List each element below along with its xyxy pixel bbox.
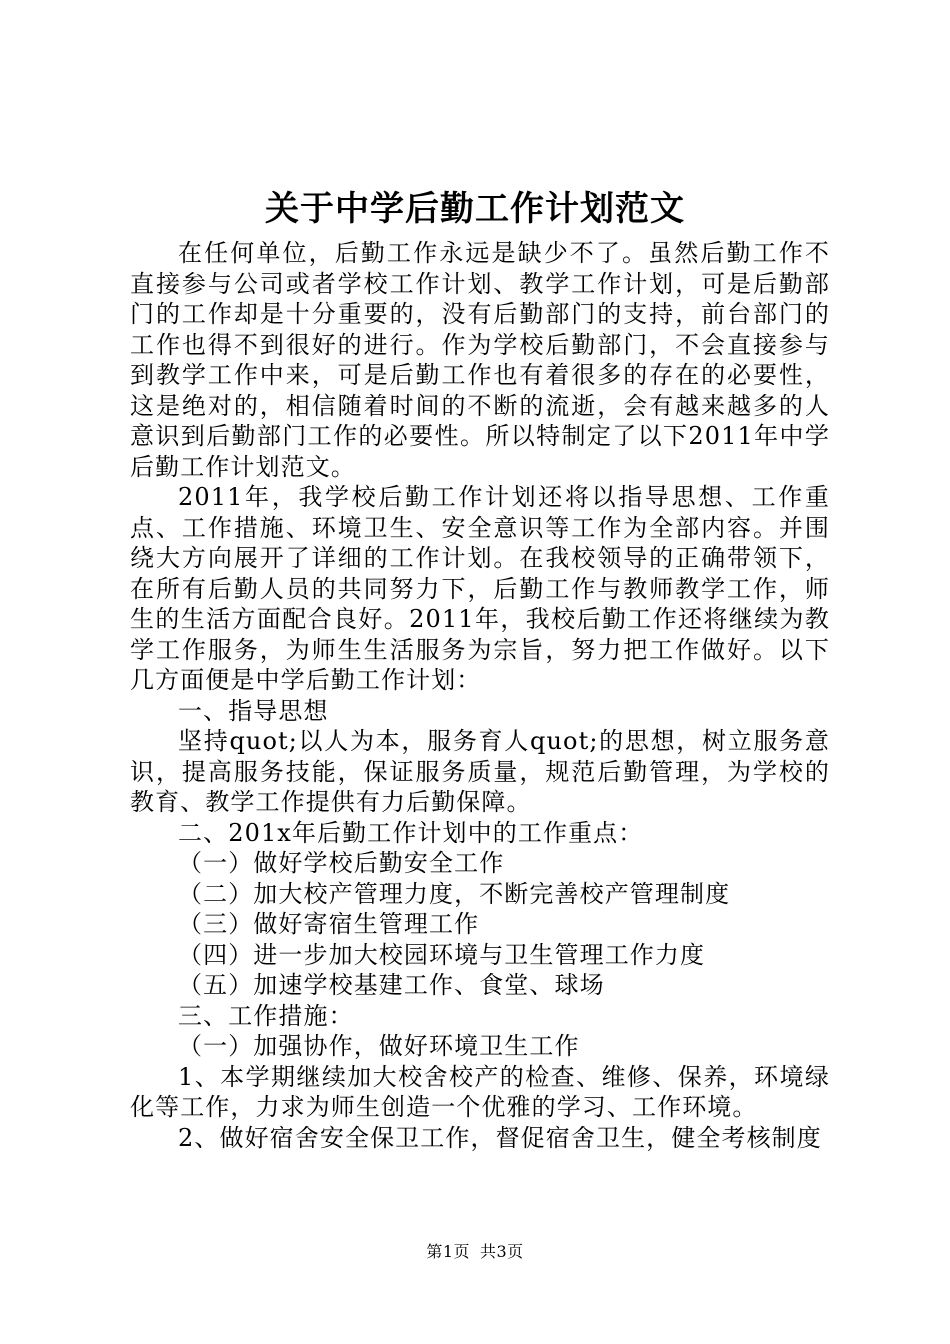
- list-item-focus-2: （二）加大校产管理力度，不断完善校产管理制度: [178, 879, 731, 908]
- subsection-heading-cooperation: （一）加强协作，做好环境卫生工作: [178, 1032, 580, 1060]
- list-item-focus-1: （一）做好学校后勤安全工作: [178, 849, 505, 877]
- page-number-current: 第1页: [426, 1242, 470, 1261]
- section-heading-work-measures: 三、工作措施：: [178, 1001, 354, 1030]
- list-item-measure-1: 1、本学期继续加大校舍校产的检查、维修、保养，环境绿化等工作，力求为师生创造一个优雅的学习、工作环境。: [130, 1062, 830, 1121]
- section-heading-guiding-thought: 一、指导思想: [178, 696, 329, 725]
- list-item-focus-4: （四）进一步加大校园环境与卫生管理工作力度: [178, 940, 706, 969]
- section-heading-work-focus: 二、201x年后勤工作计划中的工作重点：: [178, 818, 644, 847]
- list-item-focus-5: （五）加速学校基建工作、食堂、球场: [178, 971, 605, 999]
- page-number-total: 共3页: [480, 1242, 524, 1261]
- paragraph-overview: 2011年，我学校后勤工作计划还将以指导思想、工作重点、工作措施、环境卫生、安全意识等工作为全部内容。并围绕大方向展开了详细的工作计划。在我校领导的正确带领下，在所有后勤人员的共同努力下，后勤工作与教师教学工作，师生的生活方面配合良好。2011年，我校后勤工作还将继续为教学工作服务，为师生生活服务为宗旨，努力把工作做好。以下几方面便是中学后勤工作计划：: [130, 483, 830, 694]
- paragraph-intro: 在任何单位，后勤工作永远是缺少不了。虽然后勤工作不直接参与公司或者学校工作计划、教学工作计划，可是后勤部门的工作却是十分重要的，没有后勤部门的支持，前台部门的工作也得不到很好的进行。作为学校后勤部门，不会直接参与到教学工作中来，可是后勤工作也有着很多的存在的必要性，这是绝对的，相信随着时间的不断的流逝，会有越来越多的人意识到后勤部门工作的必要性。所以特制定了以下2011年中学后勤工作计划范文。: [130, 239, 830, 481]
- page-footer: [0, 1241, 950, 1263]
- list-item-measure-2: 2、做好宿舍安全保卫工作，督促宿舍卫生，健全考核制度: [178, 1123, 822, 1152]
- list-item-focus-3: （三）做好寄宿生管理工作: [178, 910, 480, 938]
- document-title: 关于中学后勤工作计划范文: [265, 189, 685, 229]
- document-body: [130, 238, 830, 1153]
- paragraph-guiding-thought: 坚持quot;以人为本，服务育人quot;的思想，树立服务意识，提高服务技能，保证服务质量，规范后勤管理，为学校的教育、教学工作提供有力后勤保障。: [130, 727, 830, 816]
